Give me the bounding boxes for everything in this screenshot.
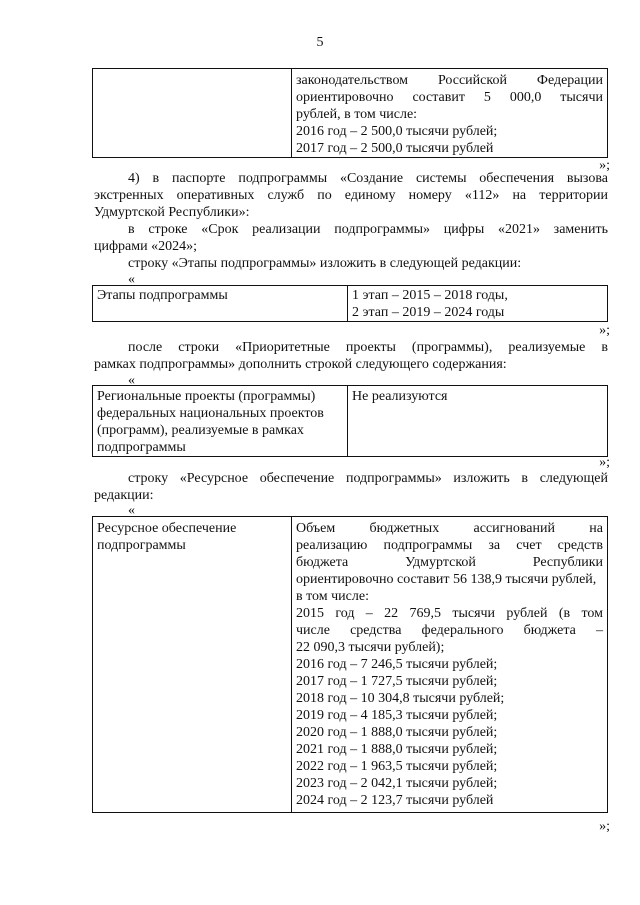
stage-1: 1 этап – 2015 – 2018 годы,: [352, 288, 508, 303]
replace-line-1: в строке «Срок реализации подпрограммы» цифры «2021» заменить: [128, 222, 608, 237]
resource-line-5: в том числе:: [296, 589, 369, 604]
after-line-1: после строки «Приоритетные проекты (программы), реализуемые в: [128, 340, 608, 355]
continued-line-4: 2016 год – 2 500,0 тысячи рублей;: [296, 124, 498, 139]
page-number: 5: [316, 35, 324, 50]
resource-line-3: бюджета Удмуртской Республики: [296, 555, 603, 570]
resource-line-4: ориентировочно составит 56 138,9 тысячи рублей,: [296, 572, 597, 587]
resource-label-line-2: подпрограммы: [97, 538, 186, 553]
resource-value-cell: [292, 517, 608, 813]
resource-year-2024: 2024 год – 2 123,7 тысячи рублей: [296, 793, 494, 808]
resource-line-7: числе средства федерального бюджета –: [296, 623, 603, 638]
after-line-2: рамках подпрограммы» дополнить строкой следующего содержания:: [94, 357, 507, 372]
regional-table: [92, 385, 608, 457]
stages-intro: [94, 255, 608, 272]
regional-label-line-4: подпрограммы: [97, 440, 186, 455]
resource-year-2022: 2022 год – 1 963,5 тысячи рублей;: [296, 759, 498, 774]
continued-table-value-cell: [292, 69, 608, 158]
resource-year-2021: 2021 год – 1 888,0 тысячи рублей;: [296, 742, 498, 757]
stages-value-cell: [348, 286, 608, 322]
resource-line-1: Объем бюджетных ассигнований на: [296, 521, 603, 536]
continued-line-5: 2017 год – 2 500,0 тысячи рублей: [296, 141, 494, 156]
regional-label-line-3: (программ), реализуемые в рамках: [97, 423, 304, 438]
replace-line-2: цифрами «2024»;: [94, 239, 198, 254]
closing-quote-4: »;: [599, 819, 610, 834]
after-paragraph: [94, 339, 608, 373]
closing-quote-1: »;: [599, 158, 610, 173]
continued-line-3: рублей, в том числе:: [296, 107, 418, 122]
replace-paragraph: [94, 221, 608, 255]
regional-label-line-1: Региональные проекты (программы): [97, 389, 316, 404]
continued-line-2: ориентировочно составит 5 000,0 тысячи: [296, 90, 603, 105]
open-quote-2: «: [128, 373, 135, 388]
resource-intro: [94, 470, 608, 504]
stages-intro-line: строку «Этапы подпрограммы» изложить в следующей редакции:: [128, 256, 522, 271]
resource-table: [92, 516, 608, 813]
item4-intro-line-3: Удмуртской Республики»:: [94, 205, 250, 220]
resource-year-2019: 2019 год – 4 185,3 тысячи рублей;: [296, 708, 498, 723]
regional-value-cell: [348, 386, 608, 457]
resource-line-2: реализацию подпрограммы за счет средств: [296, 538, 603, 553]
closing-quote-2: »;: [599, 323, 610, 338]
resource-intro-line-2: редакции:: [94, 488, 154, 503]
regional-label-cell: [93, 386, 348, 457]
item4-intro-line-1: 4) в паспорте подпрограммы «Создание системы обеспечения вызова: [128, 171, 608, 186]
resource-year-2018: 2018 год – 10 304,8 тысячи рублей;: [296, 691, 505, 706]
stages-table: [92, 285, 608, 322]
item4-intro-line-2: экстренных оперативных служб по единому номеру «112» на территории: [94, 188, 608, 203]
resource-intro-line-1: строку «Ресурсное обеспечение подпрограммы» изложить в следующей: [128, 471, 608, 486]
closing-quote-3: »;: [599, 455, 610, 470]
resource-line-6: 2015 год – 22 769,5 тысячи рублей (в том: [296, 606, 603, 621]
resource-year-2016: 2016 год – 7 246,5 тысячи рублей;: [296, 657, 498, 672]
open-quote-3: «: [128, 503, 135, 518]
regional-value: Не реализуются: [352, 389, 448, 404]
resource-label-cell: [93, 517, 292, 813]
continued-table: [92, 68, 608, 158]
stages-label: Этапы подпрограммы: [97, 288, 228, 303]
resource-year-2023: 2023 год – 2 042,1 тысячи рублей;: [296, 776, 498, 791]
regional-label-line-2: федеральных национальных проектов: [97, 406, 324, 421]
stage-2: 2 этап – 2019 – 2024 годы: [352, 305, 505, 320]
stages-label-cell: [93, 286, 348, 322]
resource-year-2017: 2017 год – 1 727,5 тысячи рублей;: [296, 674, 498, 689]
resource-line-8: 22 090,3 тысячи рублей);: [296, 640, 445, 655]
continued-line-1: законодательством Российской Федерации: [296, 73, 603, 88]
resource-year-2020: 2020 год – 1 888,0 тысячи рублей;: [296, 725, 498, 740]
continued-table-empty-cell: [93, 69, 292, 158]
open-quote-1: «: [128, 272, 135, 287]
resource-label-line-1: Ресурсное обеспечение: [97, 521, 237, 536]
item4-intro: [94, 170, 608, 221]
